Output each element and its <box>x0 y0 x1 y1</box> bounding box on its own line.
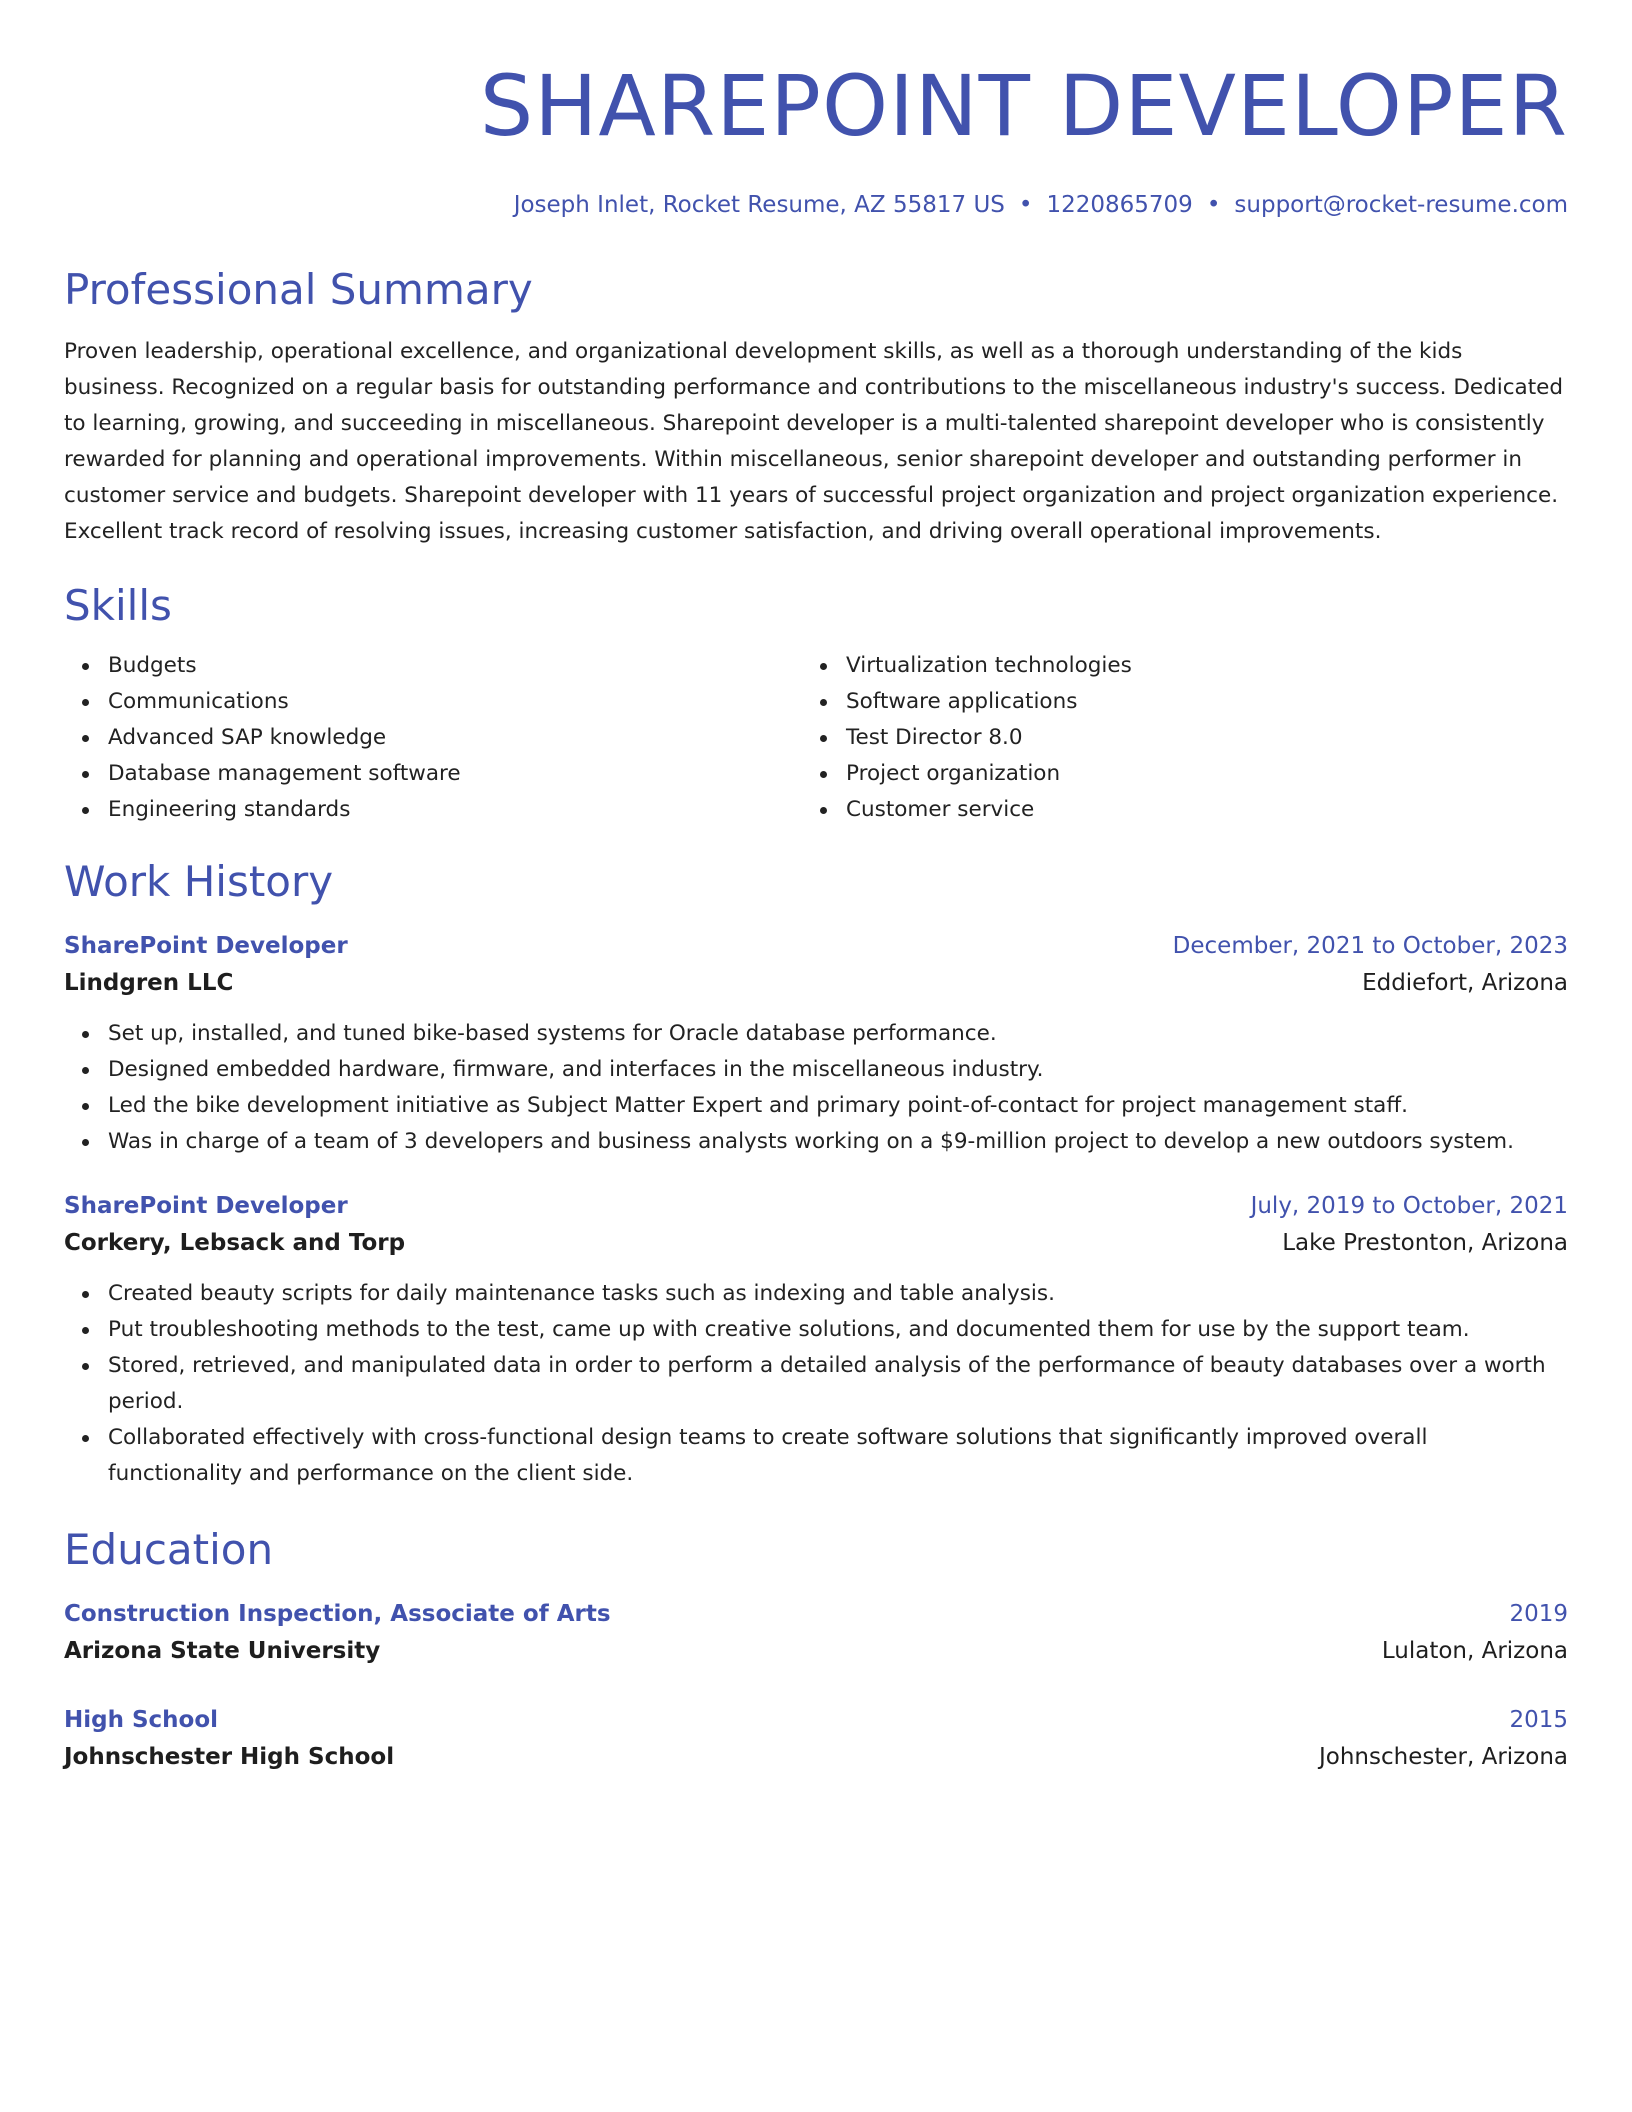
job-bullet: Stored, retrieved, and manipulated data in order to perform a detailed analysis of the performance of beauty databases over a worth period. <box>108 1348 1568 1420</box>
skills-heading: Skills <box>64 581 172 630</box>
skill-item: Customer service <box>846 792 1540 828</box>
education-degree: Construction Inspection, Associate of Arts <box>64 1601 611 1627</box>
education-degree-row <box>64 1702 1568 1738</box>
job-company-row <box>64 1224 1568 1262</box>
job-entry <box>64 928 1568 1160</box>
education-school: Johnschester High School <box>64 1744 395 1770</box>
job-bullet: Created beauty scripts for daily maintenance tasks such as indexing and table analysis. <box>108 1276 1568 1312</box>
education-heading: Education <box>64 1525 274 1574</box>
education-school-row <box>64 1738 1568 1776</box>
job-title: SharePoint Developer <box>64 1193 348 1219</box>
job-entry <box>64 1188 1568 1492</box>
education-year: 2015 <box>1509 1707 1568 1733</box>
education-location: Lulaton, Arizona <box>1381 1638 1568 1664</box>
contact-separator: • <box>1018 192 1033 218</box>
education-entry <box>64 1702 1568 1776</box>
work-history-heading: Work History <box>64 857 334 906</box>
job-location: Eddiefort, Arizona <box>1362 970 1568 996</box>
skill-item: Advanced SAP knowledge <box>108 720 802 756</box>
skill-item: Communications <box>108 684 802 720</box>
job-dates: July, 2019 to October, 2021 <box>1250 1193 1568 1219</box>
job-title-row <box>64 928 1568 964</box>
job-dates: December, 2021 to October, 2023 <box>1172 933 1568 959</box>
skill-item: Test Director 8.0 <box>846 720 1540 756</box>
job-company: Corkery, Lebsack and Torp <box>64 1230 406 1256</box>
skills-column-left <box>64 648 802 828</box>
education-entry <box>64 1596 1568 1670</box>
contact-line <box>64 190 1568 220</box>
skill-item: Project organization <box>846 756 1540 792</box>
education-degree: High School <box>64 1707 219 1733</box>
education-school: Arizona State University <box>64 1638 381 1664</box>
skill-item: Virtualization technologies <box>846 648 1540 684</box>
contact-separator: • <box>1206 192 1221 218</box>
contact-address: Joseph Inlet, Rocket Resume, AZ 55817 US <box>513 192 1005 218</box>
job-company: Lindgren LLC <box>64 970 234 996</box>
summary-heading: Professional Summary <box>64 265 533 314</box>
contact-email[interactable]: support@rocket-resume.com <box>1234 192 1568 218</box>
skill-item: Engineering standards <box>108 792 802 828</box>
skills-column-right <box>802 648 1540 828</box>
job-company-row <box>64 964 1568 1002</box>
job-bullets <box>64 1016 1568 1160</box>
job-bullets <box>64 1276 1568 1492</box>
job-bullet: Designed embedded hardware, firmware, and interfaces in the miscellaneous industry. <box>108 1052 1568 1088</box>
job-bullet: Set up, installed, and tuned bike-based systems for Oracle database performance. <box>108 1016 1568 1052</box>
job-bullet: Collaborated effectively with cross-functional design teams to create software solutions that significantly improved overall functionality and performance on the client side. <box>108 1420 1568 1492</box>
job-title-row <box>64 1188 1568 1224</box>
skill-item: Budgets <box>108 648 802 684</box>
job-bullet: Put troubleshooting methods to the test, came up with creative solutions, and documented them for use by the support team. <box>108 1312 1568 1348</box>
skills-list <box>64 648 1568 828</box>
resume-header <box>64 56 1568 220</box>
education-degree-row <box>64 1596 1568 1632</box>
resume-name: SHAREPOINT DEVELOPER <box>479 57 1568 155</box>
job-bullet: Led the bike development initiative as Subject Matter Expert and primary point-of-contact for project management staff. <box>108 1088 1568 1124</box>
job-location: Lake Prestonton, Arizona <box>1282 1230 1568 1256</box>
summary-text: Proven leadership, operational excellence, and organizational development skills, as well as a thorough understanding of the kids business. Recognized on a regular basis for outstanding performance and contributions to the miscellaneous industry's success. Dedicated to learning, growing, and succeeding in miscellaneous. Sharepoint developer is a multi-talented sharepoint developer who is consistently rewarded for planning and operational improvements. Within miscellaneous, senior sharepoint developer and outstanding performer in customer service and budgets. Sharepoint developer with 11 years of successful project organization and project organization experience. Excellent track record of resolving issues, increasing customer satisfaction, and driving overall operational improvements. <box>64 339 1564 544</box>
skill-item: Software applications <box>846 684 1540 720</box>
education-school-row <box>64 1632 1568 1670</box>
education-location: Johnschester, Arizona <box>1319 1744 1568 1770</box>
contact-phone: 1220865709 <box>1046 192 1193 218</box>
education-year: 2019 <box>1509 1601 1568 1627</box>
job-bullet: Was in charge of a team of 3 developers and business analysts working on a $9-million project to develop a new outdoors system. <box>108 1124 1568 1160</box>
skill-item: Database management software <box>108 756 802 792</box>
job-title: SharePoint Developer <box>64 933 348 959</box>
